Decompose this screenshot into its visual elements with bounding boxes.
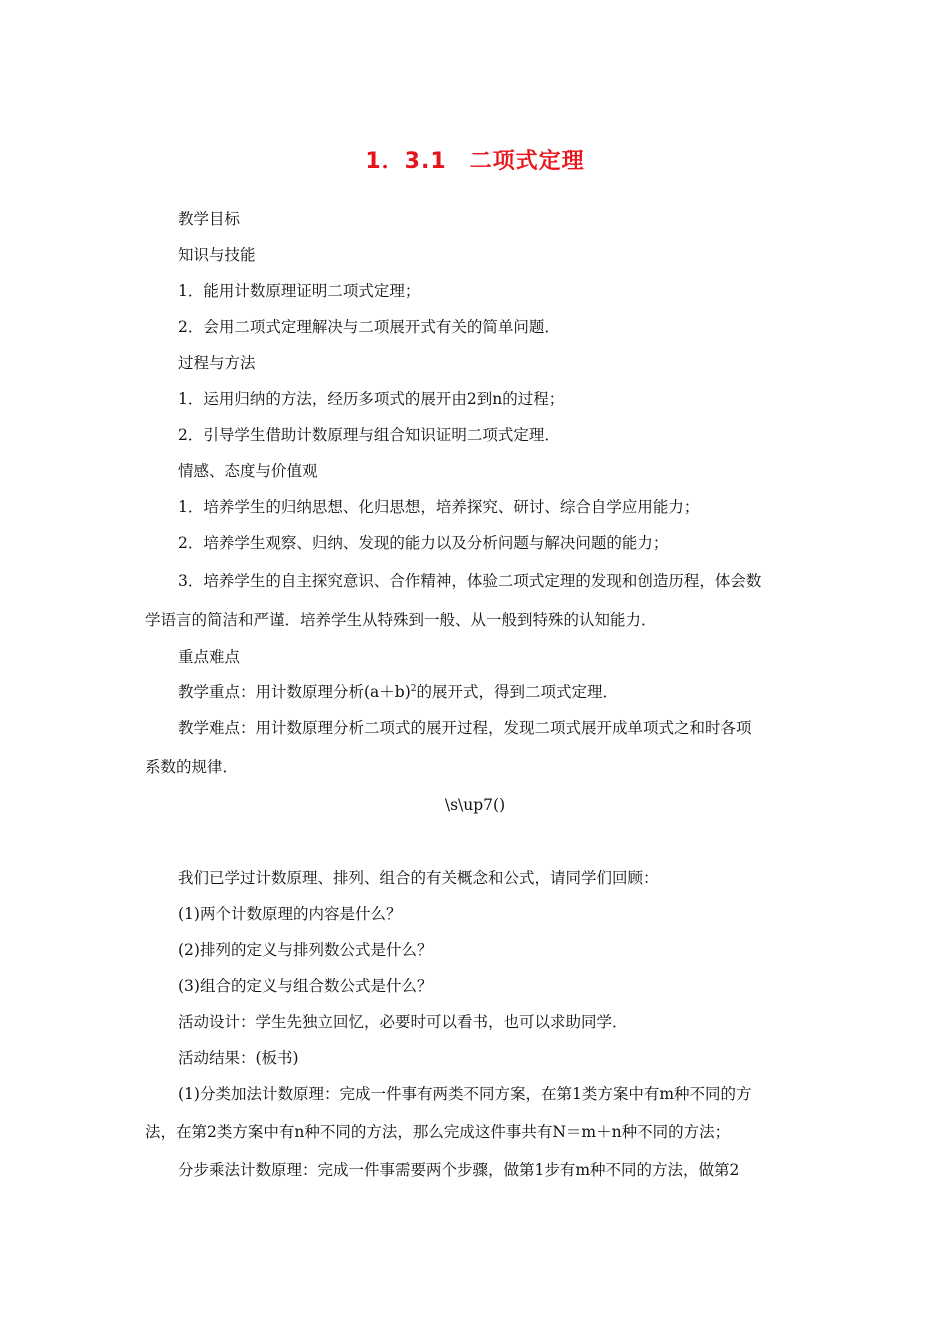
result-item-1: (1)分类加法计数原理：完成一件事有两类不同方案，在第1类方案中有m种不同的方 — [178, 1085, 752, 1103]
knowledge-heading: 知识与技能 — [178, 246, 256, 264]
result-item-1-continued: 法，在第2类方案中有n种不同的方法，那么完成这件事共有N＝m＋n种不同的方法； — [145, 1123, 731, 1141]
review-intro: 我们已学过计数原理、排列、组合的有关概念和公式，请同学们回顾： — [178, 869, 659, 887]
emotion-item-3-continued: 学语言的简洁和严谨．培养学生从特殊到一般、从一般到特殊的认知能力． — [145, 611, 657, 629]
process-item-2: 2．引导学生借助计数原理与组合知识证明二项式定理． — [178, 426, 560, 444]
process-heading: 过程与方法 — [178, 354, 256, 372]
process-item-1: 1．运用归纳的方法，经历多项式的展开由2到n的过程； — [178, 390, 565, 408]
emotion-item-2: 2．培养学生观察、归纳、发现的能力以及分析问题与解决问题的能力； — [178, 534, 669, 552]
activity-result: 活动结果：(板书) — [178, 1049, 299, 1067]
review-question-1: (1)两个计数原理的内容是什么？ — [178, 905, 402, 923]
knowledge-item-1: 1．能用计数原理证明二项式定理； — [178, 282, 421, 300]
difficulty: 教学难点：用计数原理分析二项式的展开过程，发现二项式展开成单项式之和时各项 — [178, 719, 752, 737]
page-title: 1．3.1 二项式定理 — [365, 149, 585, 174]
review-question-2: (2)排列的定义与排列数公式是什么？ — [178, 941, 433, 959]
key-point-text: 教学重点：用计数原理分析(a＋b) — [178, 683, 411, 701]
exponent: 2 — [410, 684, 417, 694]
field-code: \s\up7() — [444, 796, 506, 814]
activity-design: 活动设计：学生先独立回忆，必要时可以看书，也可以求助同学． — [178, 1013, 628, 1031]
emotion-item-1: 1．培养学生的归纳思想、化归思想，培养探究、研讨、综合自学应用能力； — [178, 498, 700, 516]
emotion-heading: 情感、态度与价值观 — [178, 462, 318, 480]
knowledge-item-2: 2．会用二项式定理解决与二项展开式有关的简单问题． — [178, 318, 560, 336]
objectives-heading: 教学目标 — [178, 210, 241, 228]
review-question-3: (3)组合的定义与组合数公式是什么？ — [178, 977, 433, 995]
key-point — [178, 682, 618, 702]
difficulty-continued: 系数的规律． — [145, 758, 239, 776]
result-item-2: 分步乘法计数原理：完成一件事需要两个步骤，做第1步有m种不同的方法，做第2 — [178, 1161, 740, 1179]
key-point-text-end: 的展开式，得到二项式定理． — [416, 683, 619, 701]
emotion-item-3: 3．培养学生的自主探究意识、合作精神，体验二项式定理的发现和创造历程，体会数 — [178, 572, 762, 590]
key-heading: 重点难点 — [178, 648, 241, 666]
